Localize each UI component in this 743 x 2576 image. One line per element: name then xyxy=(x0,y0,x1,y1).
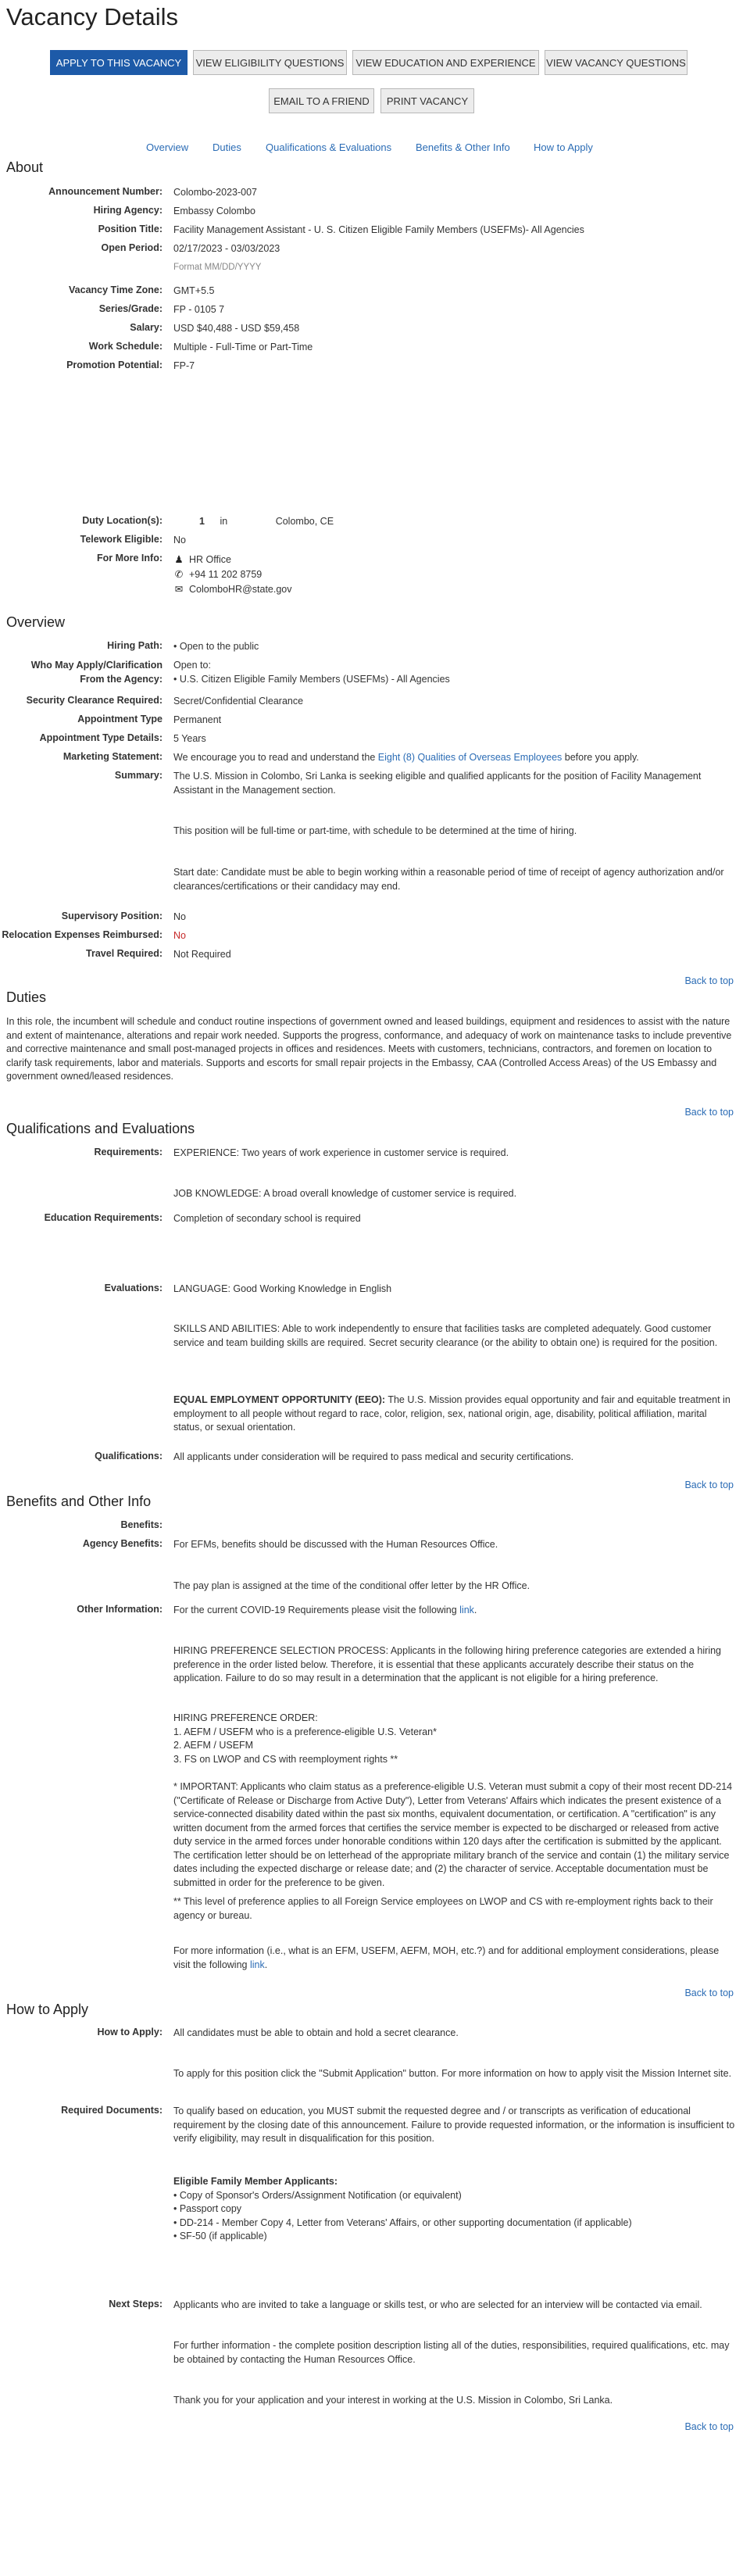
duty-location-label: Duty Location(s): xyxy=(82,515,163,526)
requirements-knowledge: JOB KNOWLEDGE: A broad overall knowledge of customer service is required. xyxy=(173,1188,517,1199)
email-icon: ✉ xyxy=(174,584,184,595)
announcement-value: Colombo-2023-007 xyxy=(173,187,258,198)
more-info-note xyxy=(173,1945,736,1972)
required-documents-text: To qualify based on education, you MUST submit the requested degree and / or transcripts as verification of educational requirement by the closing date of this announcement. Failure to provide requested information, or the information is insufficient to verify eligibility, may result in disqualification for this position. xyxy=(173,2106,735,2144)
eeo-heading: EQUAL EMPLOYMENT OPPORTUNITY (EEO): xyxy=(173,1394,386,1405)
agency-benefits-2: The pay plan is assigned at the time of the conditional offer letter by the HR Office. xyxy=(173,1580,530,1591)
nav-qualifications[interactable]: Qualifications & Evaluations xyxy=(266,141,392,153)
travel-label: Travel Required: xyxy=(86,948,163,959)
hiring-path-label: Hiring Path: xyxy=(107,640,163,651)
efm-heading: Eligible Family Member Applicants: xyxy=(173,2176,338,2187)
more-info-label: For More Info: xyxy=(96,553,163,564)
overview-heading: Overview xyxy=(6,614,66,630)
summary-para-1: The U.S. Mission in Colombo, Sri Lanka is seeking eligible and qualified applicants for the position of Facility Management Assistant in the Management section. xyxy=(173,771,702,796)
duty-in: in xyxy=(220,516,228,527)
covid-info xyxy=(173,1604,736,1618)
more-info-text-end: . xyxy=(264,1959,268,1970)
nav-duties[interactable]: Duties xyxy=(213,141,241,153)
efm-documents-list xyxy=(173,2175,736,2244)
series-value: FP - 0105 7 xyxy=(173,304,225,315)
qualifications-heading: Qualifications and Evaluations xyxy=(6,1121,195,1136)
back-to-top-link[interactable]: Back to top xyxy=(684,1987,734,1998)
agency-value: Embassy Colombo xyxy=(173,206,255,216)
order-item-3: 3. FS on LWOP and CS with reemployment rights ** xyxy=(173,1753,398,1765)
clearance-value: Secret/Confidential Clearance xyxy=(173,696,304,707)
education-value: Completion of secondary school is required xyxy=(173,1213,361,1224)
evaluation-eeo xyxy=(173,1394,736,1435)
veteran-important-note: * IMPORTANT: Applicants who claim status as a preference-eligible U.S. Veteran must submit a copy of their most recent DD-214 ("Certificate of Release or Discharge from Active Duty"), Letter from Veterans' Affairs which indicates the present existence of a service-connected disability dated within the past six months, equivalent documentation, or certification. A "certification" is any written document from the armed forces that certifies the service member is expected to be discharged or released from active duty service in the armed forces under honorable conditions within 120 days after the certification is submitted by the applicant. The certification letter should be on letterhead of the appropriate military branch of the service and contain (1) the military service dates including the expected discharge or release date; and (2) the character of service. Acceptable documentation must be submitted in order for the preference to be given. xyxy=(173,1781,733,1888)
relocation-label: Relocation Expenses Reimbursed: xyxy=(2,929,163,940)
qualifications-value: All applicants under consideration will be required to pass medical and security certifications. xyxy=(173,1451,574,1462)
hiring-path-value: • Open to the public xyxy=(173,641,259,652)
who-eligible-group: • U.S. Citizen Eligible Family Members (USEFMs) - All Agencies xyxy=(173,673,450,685)
person-icon: ♟ xyxy=(174,554,184,565)
promotion-value: FP-7 xyxy=(173,360,195,371)
position-label: Position Title: xyxy=(98,224,163,234)
agency-benefits-1: For EFMs, benefits should be discussed with the Human Resources Office. xyxy=(173,1539,498,1550)
announcement-label: Announcement Number: xyxy=(48,186,163,197)
evaluation-skills: SKILLS AND ABILITIES: Able to work independently to ensure that facilities tasks are completed adequately. Good customer service and team building skills are required. Secret security clearance (or the ability to obtain one) is required for the position. xyxy=(173,1323,718,1348)
more-info-text: For more information (i.e., what is an EFM, USEFM, AEFM, MOH, etc.?) and for additional employment considerations, please visit the following xyxy=(173,1945,720,1970)
contact-phone: +94 11 202 8759 xyxy=(189,569,263,580)
print-vacancy-button[interactable]: PRINT VACANCY xyxy=(380,88,474,113)
covid-text: For the current COVID-19 Requirements please visit the following xyxy=(173,1605,460,1615)
schedule-label: Work Schedule: xyxy=(88,341,163,352)
appointment-details-label: Appointment Type Details: xyxy=(39,732,163,743)
nav-benefits[interactable]: Benefits & Other Info xyxy=(416,141,510,153)
how-to-apply-2: To apply for this position click the "Submit Application" button. For more information on how to apply visit the Mission Internet site. xyxy=(173,2068,732,2079)
lwop-note: ** This level of preference applies to all Foreign Service employees on LWOP and CS with re-employment rights back to their agency or bureau. xyxy=(173,1896,713,1921)
duties-text: In this role, the incumbent will schedule and conduct routine inspections of government owned and leased buildings, equipment and residences to assist with the nature and extent of maintenance, alterations and repair work needed. Supports the progress, conformance, and adequacy of work on maintenance tasks to include preventive and corrective maintenance and small post-managed projects in offices and residences. Meets with customers, technicians, contractors, and foremen on location to clarify task requirements, labor and materials. Supports and escorts for small repair projects in the Embassy, CAA (Controlled Access Areas) of the US Embassy and government owned/leased residences. xyxy=(6,1016,732,1082)
qualifications-label: Qualifications: xyxy=(95,1451,163,1462)
summary-para-2: This position will be full-time or part-time, with schedule to be determined at the time of hiring. xyxy=(173,825,577,836)
contact-name: HR Office xyxy=(189,554,231,565)
duty-city: Colombo, CE xyxy=(275,516,334,527)
eight-qualities-link[interactable]: Eight (8) Qualities of Overseas Employees xyxy=(377,752,563,763)
timezone-label: Vacancy Time Zone: xyxy=(69,284,163,295)
requirements-experience: EXPERIENCE: Two years of work experience in customer service is required. xyxy=(173,1147,509,1158)
telework-value: No xyxy=(173,535,186,546)
covid-link[interactable]: link xyxy=(459,1605,474,1615)
hiring-preference-process: HIRING PREFERENCE SELECTION PROCESS: Applicants in the following hiring preference categories are extended a hiring preference in the order listed below. Therefore, it is essential that these applicants accurately describe their status on the application. Failure to do so may result in a determination that the applicant is not eligible for a hiring preference. xyxy=(173,1645,722,1683)
marketing-label: Marketing Statement: xyxy=(63,751,163,762)
eeo-text: The U.S. Mission provides equal opportunity and fair and equitable treatment in employment to all people without regard to race, color, religion, sex, national origin, age, disability, political affiliation, marital status, or sexual orientation. xyxy=(173,1394,730,1433)
how-to-apply-label: How to Apply: xyxy=(97,2027,163,2038)
more-info-link[interactable]: link xyxy=(249,1959,265,1970)
appointment-type-value: Permanent xyxy=(173,714,222,725)
next-steps-2: For further information - the complete position description listing all of the duties, responsibilities, required qualifications, etc. may be obtained by contacting the Human Resources Office. xyxy=(173,2340,730,2365)
contact-email[interactable]: ColomboHR@state.gov xyxy=(189,584,292,595)
efm-item-3: • DD-214 - Member Copy 4, Letter from Veterans' Affairs, or other supporting documentation (if applicable) xyxy=(173,2216,632,2228)
salary-value: USD $40,488 - USD $59,458 xyxy=(173,323,300,334)
education-label: Education Requirements: xyxy=(44,1212,163,1223)
who-open-to: Open to: xyxy=(173,660,211,671)
benefits-heading: Benefits and Other Info xyxy=(6,1494,152,1509)
phone-icon: ✆ xyxy=(174,569,184,580)
appointment-type-label: Appointment Type xyxy=(77,714,163,724)
back-to-top-link[interactable]: Back to top xyxy=(684,1479,734,1490)
supervisory-value: No xyxy=(173,911,186,922)
appointment-details-value: 5 Years xyxy=(173,733,206,744)
back-to-top-link[interactable]: Back to top xyxy=(684,2421,734,2432)
evaluations-label: Evaluations: xyxy=(104,1283,163,1293)
order-item-1: 1. AEFM / USEFM who is a preference-eligible U.S. Veteran* xyxy=(173,1726,437,1737)
email-friend-button[interactable]: EMAIL TO A FRIEND xyxy=(269,88,374,113)
summary-para-3: Start date: Candidate must be able to begin working within a reasonable period of time of receipt of agency authorization and/or clearances/certifications or their candidacy may end. xyxy=(173,867,724,892)
supervisory-label: Supervisory Position: xyxy=(61,911,163,921)
agency-benefits-label: Agency Benefits: xyxy=(82,1538,163,1549)
back-to-top-link[interactable]: Back to top xyxy=(684,975,734,986)
clearance-label: Security Clearance Required: xyxy=(26,695,163,706)
contact-block xyxy=(173,553,736,597)
marketing-text-end: before you apply. xyxy=(562,752,639,763)
covid-text-end: . xyxy=(473,1605,477,1615)
position-value: Facility Management Assistant - U. S. Citizen Eligible Family Members (USEFMs)- All Agencies xyxy=(173,224,584,235)
efm-item-1: • Copy of Sponsor's Orders/Assignment Notification (or equivalent) xyxy=(173,2189,462,2201)
benefits-label: Benefits: xyxy=(120,1519,163,1530)
duty-location-value xyxy=(173,515,736,529)
how-to-apply-1: All candidates must be able to obtain and hold a secret clearance. xyxy=(173,2027,459,2038)
required-documents-label: Required Documents: xyxy=(61,2105,163,2116)
apply-button[interactable]: APPLY TO THIS VACANCY xyxy=(50,50,188,75)
nav-how-to-apply[interactable]: How to Apply xyxy=(534,141,593,153)
next-steps-3: Thank you for your application and your interest in working at the U.S. Mission in Colombo, Sri Lanka. xyxy=(173,2395,613,2406)
back-to-top-link[interactable]: Back to top xyxy=(684,1107,734,1118)
travel-value: Not Required xyxy=(173,949,231,960)
duties-heading: Duties xyxy=(6,989,47,1005)
open-period-label: Open Period: xyxy=(101,242,163,253)
agency-label: Hiring Agency: xyxy=(93,205,163,216)
view-vacancy-questions-button[interactable]: VIEW VACANCY QUESTIONS xyxy=(545,50,688,75)
relocation-value: No xyxy=(173,930,186,941)
open-period-value: 02/17/2023 - 03/03/2023 xyxy=(173,243,280,254)
who-may-apply-label: Who May Apply/Clarification From the Agency: xyxy=(30,660,163,685)
nav-overview[interactable]: Overview xyxy=(146,141,189,153)
about-heading: About xyxy=(6,159,44,175)
order-heading: HIRING PREFERENCE ORDER: xyxy=(173,1712,318,1723)
date-format-hint: Format MM/DD/YYYY xyxy=(173,263,262,272)
view-education-experience-button[interactable]: VIEW EDUCATION AND EXPERIENCE xyxy=(352,50,539,75)
next-steps-1: Applicants who are invited to take a language or skills test, or who are selected for an interview will be contacted via email. xyxy=(173,2299,702,2310)
summary-label: Summary: xyxy=(114,770,163,781)
duty-count: 1 xyxy=(199,516,205,527)
series-label: Series/Grade: xyxy=(98,303,163,314)
next-steps-label: Next Steps: xyxy=(109,2299,163,2309)
other-info-label: Other Information: xyxy=(77,1604,163,1615)
marketing-value xyxy=(173,751,736,765)
requirements-label: Requirements: xyxy=(94,1147,163,1157)
timezone-value: GMT+5.5 xyxy=(173,285,215,296)
how-to-apply-heading: How to Apply xyxy=(6,2002,89,2017)
schedule-value: Multiple - Full-Time or Part-Time xyxy=(173,342,313,352)
promotion-label: Promotion Potential: xyxy=(66,360,163,370)
efm-item-2: • Passport copy xyxy=(173,2203,242,2214)
salary-label: Salary: xyxy=(130,322,163,333)
efm-item-4: • SF-50 (if applicable) xyxy=(173,2231,267,2241)
evaluation-language: LANGUAGE: Good Working Knowledge in English xyxy=(173,1283,392,1294)
order-item-2: 2. AEFM / USEFM xyxy=(173,1740,254,1751)
view-eligibility-questions-button[interactable]: VIEW ELIGIBILITY QUESTIONS xyxy=(193,50,347,75)
marketing-text: We encourage you to read and understand the xyxy=(173,752,378,763)
who-may-apply-value xyxy=(173,659,736,686)
hiring-preference-order xyxy=(173,1712,736,1766)
telework-label: Telework Eligible: xyxy=(80,534,163,545)
page-title: Vacancy Details xyxy=(6,3,178,30)
